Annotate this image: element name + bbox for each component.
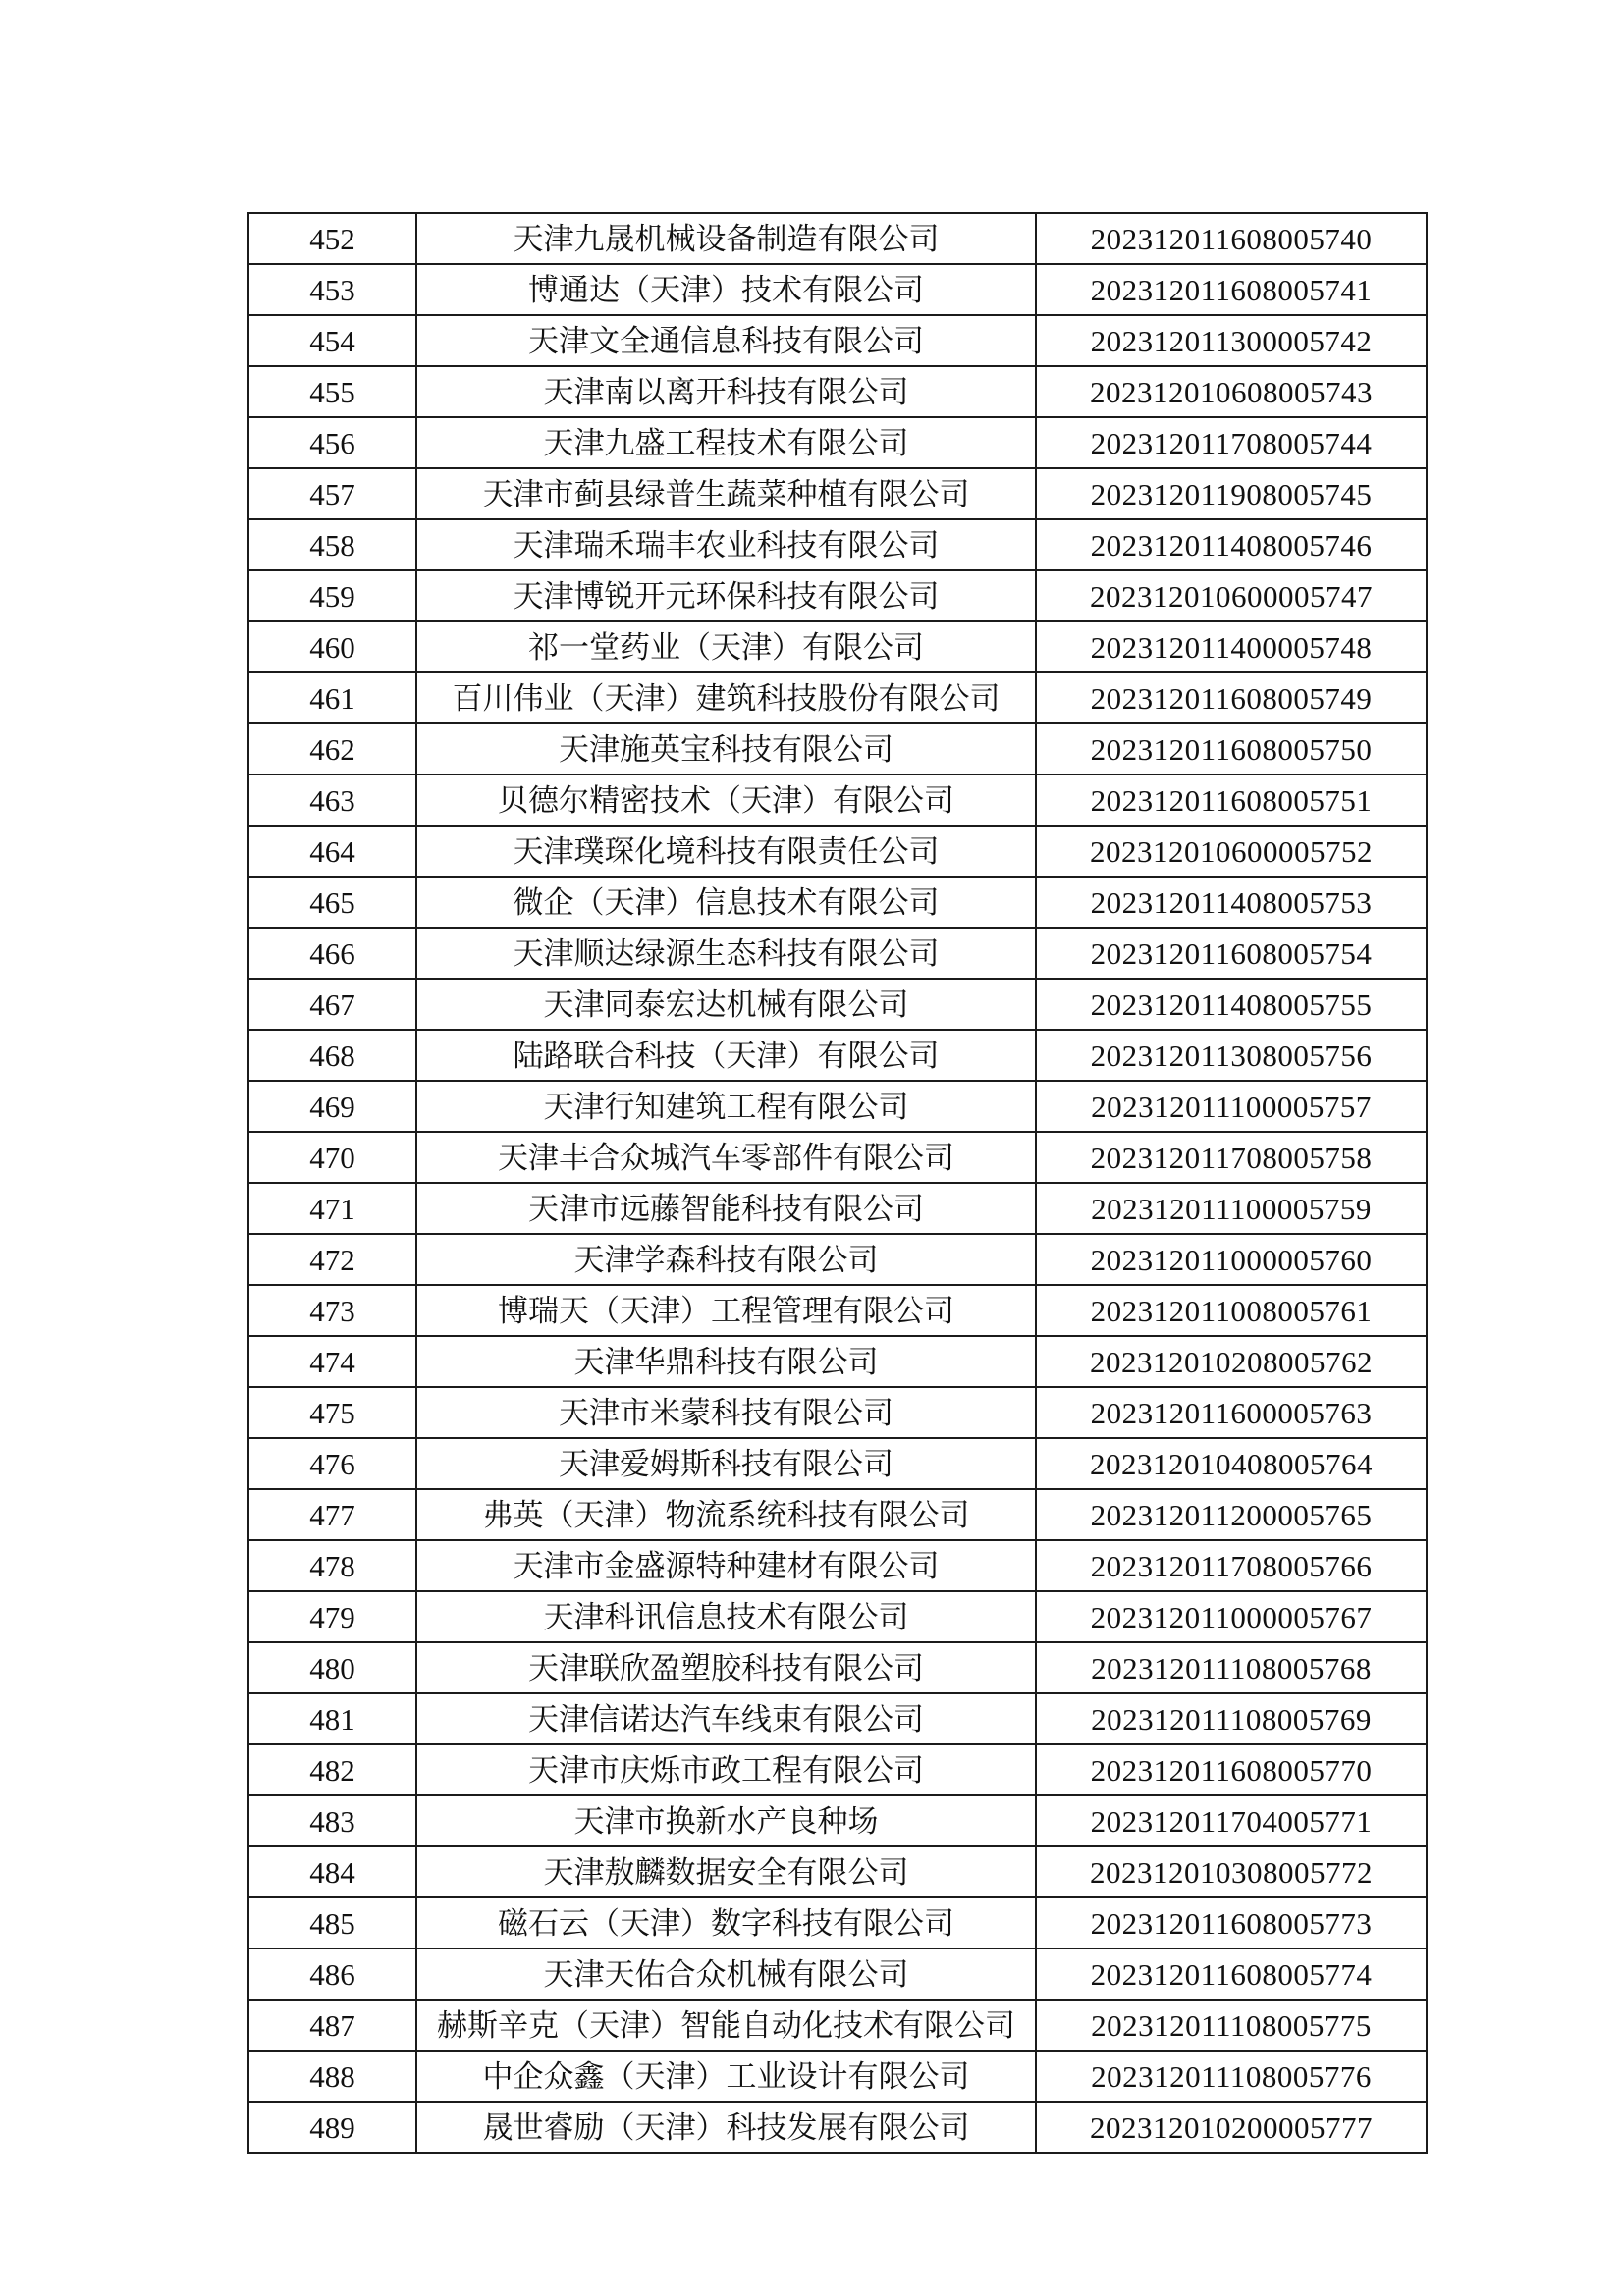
registration-code: 202312010200005777 [1036,2102,1427,2153]
row-number: 456 [248,417,416,468]
table-row [248,1897,1427,1949]
row-number: 455 [248,366,416,417]
company-name: 天津璞琛化境科技有限责任公司 [416,826,1036,877]
registration-code: 202312011000005767 [1036,1591,1427,1642]
row-number: 464 [248,826,416,877]
registration-code: 202312011708005744 [1036,417,1427,468]
table-row [248,1642,1427,1693]
table-row [248,877,1427,928]
row-number: 471 [248,1183,416,1234]
registration-code: 202312011408005753 [1036,877,1427,928]
registration-code: 202312011400005748 [1036,621,1427,672]
company-name: 天津博锐开元环保科技有限公司 [416,570,1036,621]
row-number: 481 [248,1693,416,1744]
company-name: 赫斯辛克（天津）智能自动化技术有限公司 [416,2000,1036,2051]
table-row [248,1540,1427,1591]
company-name: 博瑞天（天津）工程管理有限公司 [416,1285,1036,1336]
table-row [248,1132,1427,1183]
company-name: 天津学森科技有限公司 [416,1234,1036,1285]
company-name: 博通达（天津）技术有限公司 [416,264,1036,315]
row-number: 462 [248,723,416,774]
registration-code: 202312011008005761 [1036,1285,1427,1336]
company-name: 天津丰合众城汽车零部件有限公司 [416,1132,1036,1183]
row-number: 470 [248,1132,416,1183]
company-name: 陆路联合科技（天津）有限公司 [416,1030,1036,1081]
registration-code: 202312010608005743 [1036,366,1427,417]
row-number: 487 [248,2000,416,2051]
company-name: 天津华鼎科技有限公司 [416,1336,1036,1387]
company-name: 贝德尔精密技术（天津）有限公司 [416,774,1036,826]
company-name: 天津市金盛源特种建材有限公司 [416,1540,1036,1591]
registration-code: 202312011608005740 [1036,213,1427,264]
table-row [248,468,1427,519]
company-name: 天津天佑合众机械有限公司 [416,1949,1036,2000]
registration-code: 202312010308005772 [1036,1846,1427,1897]
table-row [248,2102,1427,2153]
company-name: 天津市庆烁市政工程有限公司 [416,1744,1036,1795]
registration-code: 202312011408005746 [1036,519,1427,570]
registration-code: 202312010600005747 [1036,570,1427,621]
row-number: 458 [248,519,416,570]
registration-code: 202312010600005752 [1036,826,1427,877]
row-number: 469 [248,1081,416,1132]
row-number: 483 [248,1795,416,1846]
registration-code: 202312011608005773 [1036,1897,1427,1949]
row-number: 475 [248,1387,416,1438]
row-number: 453 [248,264,416,315]
table-row [248,979,1427,1030]
table-row [248,315,1427,366]
company-name: 天津同泰宏达机械有限公司 [416,979,1036,1030]
row-number: 459 [248,570,416,621]
registration-code: 202312011408005755 [1036,979,1427,1030]
table-row [248,1744,1427,1795]
row-number: 479 [248,1591,416,1642]
table-row [248,2000,1427,2051]
company-name: 天津施英宝科技有限公司 [416,723,1036,774]
table-row [248,621,1427,672]
company-name: 天津爱姆斯科技有限公司 [416,1438,1036,1489]
table-row [248,723,1427,774]
row-number: 461 [248,672,416,723]
table-row [248,1081,1427,1132]
table-row [248,1234,1427,1285]
company-name: 天津市远藤智能科技有限公司 [416,1183,1036,1234]
row-number: 486 [248,1949,416,2000]
registration-code: 202312011708005766 [1036,1540,1427,1591]
table-row [248,1795,1427,1846]
registration-code: 202312011908005745 [1036,468,1427,519]
registration-code: 202312011608005774 [1036,1949,1427,2000]
registration-code: 202312011308005756 [1036,1030,1427,1081]
registration-code: 202312011108005775 [1036,2000,1427,2051]
registration-code: 202312011608005750 [1036,723,1427,774]
company-name: 天津九盛工程技术有限公司 [416,417,1036,468]
company-name: 中企众鑫（天津）工业设计有限公司 [416,2051,1036,2102]
row-number: 482 [248,1744,416,1795]
registration-code: 202312011608005741 [1036,264,1427,315]
table-row [248,826,1427,877]
registration-code: 202312010208005762 [1036,1336,1427,1387]
registration-code: 202312011000005760 [1036,1234,1427,1285]
table-row [248,1030,1427,1081]
table-row [248,1489,1427,1540]
registration-code: 202312011100005759 [1036,1183,1427,1234]
table-row [248,264,1427,315]
row-number: 452 [248,213,416,264]
table-row [248,774,1427,826]
table-row [248,1183,1427,1234]
row-number: 468 [248,1030,416,1081]
table-row [248,519,1427,570]
registration-code: 202312011608005770 [1036,1744,1427,1795]
row-number: 477 [248,1489,416,1540]
registration-code: 202312010408005764 [1036,1438,1427,1489]
table-row [248,1846,1427,1897]
row-number: 463 [248,774,416,826]
table-row [248,2051,1427,2102]
company-name: 磁石云（天津）数字科技有限公司 [416,1897,1036,1949]
row-number: 460 [248,621,416,672]
table-row [248,1591,1427,1642]
company-name: 天津市换新水产良种场 [416,1795,1036,1846]
company-name: 百川伟业（天津）建筑科技股份有限公司 [416,672,1036,723]
row-number: 466 [248,928,416,979]
company-name: 天津瑞禾瑞丰农业科技有限公司 [416,519,1036,570]
registration-code: 202312011608005749 [1036,672,1427,723]
company-name: 天津市蓟县绿普生蔬菜种植有限公司 [416,468,1036,519]
row-number: 484 [248,1846,416,1897]
table-row [248,1387,1427,1438]
table-row [248,1438,1427,1489]
registration-code: 202312011600005763 [1036,1387,1427,1438]
registration-code: 202312011200005765 [1036,1489,1427,1540]
company-name: 祁一堂药业（天津）有限公司 [416,621,1036,672]
row-number: 480 [248,1642,416,1693]
registration-code: 202312011108005769 [1036,1693,1427,1744]
table-row [248,1285,1427,1336]
registration-code: 202312011108005768 [1036,1642,1427,1693]
registration-code: 202312011108005776 [1036,2051,1427,2102]
company-name: 天津敖麟数据安全有限公司 [416,1846,1036,1897]
table-row [248,1336,1427,1387]
company-name: 天津顺达绿源生态科技有限公司 [416,928,1036,979]
company-name: 微企（天津）信息技术有限公司 [416,877,1036,928]
registration-code: 202312011300005742 [1036,315,1427,366]
registration-code: 202312011704005771 [1036,1795,1427,1846]
registration-code: 202312011708005758 [1036,1132,1427,1183]
row-number: 467 [248,979,416,1030]
row-number: 476 [248,1438,416,1489]
row-number: 474 [248,1336,416,1387]
table-row [248,1949,1427,2000]
row-number: 457 [248,468,416,519]
row-number: 488 [248,2051,416,2102]
registration-code: 202312011100005757 [1036,1081,1427,1132]
table-row [248,366,1427,417]
row-number: 454 [248,315,416,366]
row-number: 465 [248,877,416,928]
row-number: 478 [248,1540,416,1591]
table-row [248,672,1427,723]
company-name: 晟世睿励（天津）科技发展有限公司 [416,2102,1036,2153]
table-body [248,213,1427,2153]
row-number: 472 [248,1234,416,1285]
company-name: 天津行知建筑工程有限公司 [416,1081,1036,1132]
company-registration-table [247,212,1428,2154]
company-name: 弗英（天津）物流系统科技有限公司 [416,1489,1036,1540]
table-row [248,1693,1427,1744]
company-name: 天津文全通信息科技有限公司 [416,315,1036,366]
company-name: 天津信诺达汽车线束有限公司 [416,1693,1036,1744]
row-number: 473 [248,1285,416,1336]
registration-code: 202312011608005754 [1036,928,1427,979]
registration-code: 202312011608005751 [1036,774,1427,826]
company-name: 天津联欣盈塑胶科技有限公司 [416,1642,1036,1693]
company-name: 天津南以离开科技有限公司 [416,366,1036,417]
company-name: 天津市米蒙科技有限公司 [416,1387,1036,1438]
table-row [248,928,1427,979]
row-number: 489 [248,2102,416,2153]
company-name: 天津九晟机械设备制造有限公司 [416,213,1036,264]
company-name: 天津科讯信息技术有限公司 [416,1591,1036,1642]
table-row [248,417,1427,468]
row-number: 485 [248,1897,416,1949]
table-row [248,213,1427,264]
table-row [248,570,1427,621]
